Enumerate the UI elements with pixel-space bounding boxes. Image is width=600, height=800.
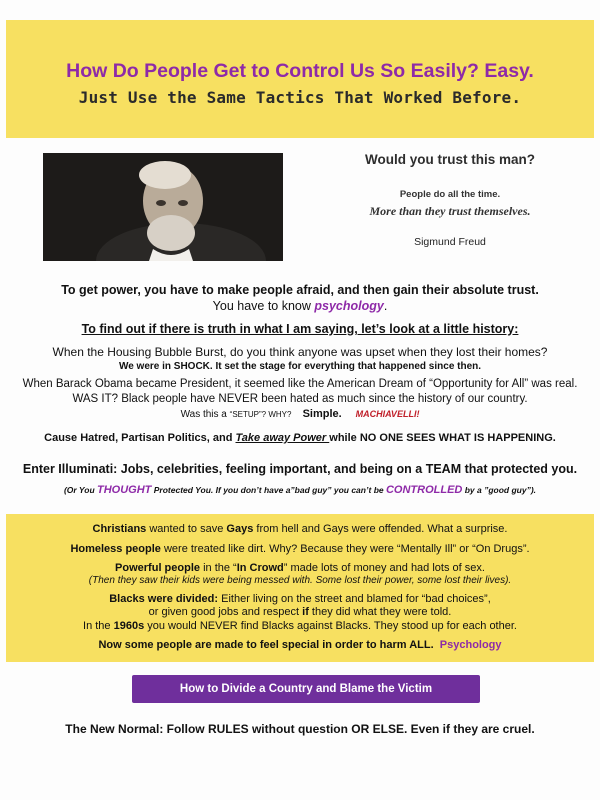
history-heading: To find out if there is truth in what I am saying, let’s look at a little history: [81, 322, 519, 336]
housing-shock: We were in SHOCK. It set the stage for everything that happened since then. [118, 361, 482, 372]
thought-word: THOUGHT [97, 484, 152, 496]
blacks-text2c: they did what they were told. [308, 606, 452, 618]
hatred-line [0, 432, 600, 444]
controlled-p3: Protected You. If you don’t have a”bad guy” you can’t be [151, 485, 386, 495]
blacks-line [0, 593, 600, 605]
machiavelli-label: MACHIAVELLI! [355, 409, 420, 419]
setup-simple: Simple. [302, 408, 342, 420]
powerful-text1: in the “ [200, 562, 237, 574]
quote-line: People do all the time. [399, 189, 501, 200]
portrait-silhouette-icon [43, 153, 283, 261]
homeless-line [0, 543, 600, 555]
christians-label: Christians [92, 523, 147, 535]
illuminati-line: Enter Illuminati: Jobs, celebrities, feeling important, and being on a TEAM that protected you. [22, 462, 578, 476]
special-line [0, 639, 600, 651]
divide-country-button[interactable]: How to Divide a Country and Blame the Victim [132, 675, 480, 703]
christians-text2: from hell and Gays were offended. What a surprise. [253, 523, 508, 535]
christians-text1: wanted to save [146, 523, 227, 535]
christians-line [0, 523, 600, 535]
psychology-line [0, 299, 600, 313]
setup-why: “SETUP”? WHY? [229, 410, 292, 419]
new-normal-footer: The New Normal: Follow RULES without question OR ELSE. Even if they are cruel. [65, 722, 535, 736]
psychology-suffix: . [383, 299, 388, 313]
quote-heading: Would you trust this man? [365, 152, 535, 167]
freud-portrait-image [43, 153, 283, 261]
sixties-text: you would NEVER find Blacks against Blacks. They stood up for each other. [144, 620, 517, 632]
housing-question: When the Housing Bubble Burst, do you think anyone was upset when they lost their homes? [52, 345, 548, 359]
power-statement: To get power, you have to make people afraid, and then gain their absolute trust. [61, 283, 539, 297]
psychology-prefix: You have to know [212, 299, 315, 313]
controlled-p1: (Or You [63, 485, 98, 495]
header-banner [6, 20, 594, 138]
hatred-prefix: Cause Hatred, Partisan Politics, and [44, 432, 236, 444]
in-crowd-label: In Crowd [236, 562, 284, 574]
blacks-text: Either living on the street and blamed for “bad choices”, [218, 593, 491, 605]
homeless-label: Homeless people [70, 543, 161, 555]
quote-author: Sigmund Freud [414, 236, 486, 248]
blacks-text2a: or given good jobs and respect [148, 606, 303, 618]
special-text: Now some people are made to feel special in order to harm ALL. [98, 639, 434, 651]
powerful-label: Powerful people [115, 562, 201, 574]
quote-emphasis: More than they trust themselves. [369, 204, 531, 218]
obama-question: WAS IT? Black people have NEVER been hated as much since the history of our country. [72, 393, 528, 405]
setup-line [0, 408, 600, 420]
hatred-suffix: while NO ONE SEES WHAT IS HAPPENING. [329, 432, 556, 444]
blacks-line-2 [0, 606, 600, 618]
sixties-prefix: In the [83, 620, 114, 632]
powerful-text2: ” made lots of money and had lots of sex. [283, 562, 485, 574]
obama-line: When Barack Obama became President, it seemed like the American Dream of “Opportunity for All” was real. [22, 378, 578, 390]
if-word: if [302, 606, 309, 618]
gays-label: Gays [226, 523, 254, 535]
special-psychology: Psychology [439, 639, 502, 651]
powerful-line [0, 562, 600, 574]
blacks-label: Blacks were divided: [109, 593, 219, 605]
homeless-text: were treated like dirt. Why? Because they were “Mentally Ill” or “On Drugs”. [160, 543, 530, 555]
controlled-note [0, 484, 600, 496]
sixties-line [0, 620, 600, 632]
powerful-note: (Then they saw their kids were being messed with. Some lost their power, some lost their lives). [88, 575, 512, 586]
controlled-word: CONTROLLED [385, 484, 463, 496]
banner-subtitle: Just Use the Same Tactics That Worked Before. [78, 88, 522, 107]
controlled-p5: by a ”good guy”). [462, 485, 537, 495]
take-away-power: Take away Power [235, 432, 330, 444]
sixties-label: 1960s [113, 620, 145, 632]
setup-prefix: Was this a [180, 409, 230, 420]
psychology-word: psychology [314, 299, 384, 313]
banner-title: How Do People Get to Control Us So Easily? Easy. [66, 60, 534, 82]
